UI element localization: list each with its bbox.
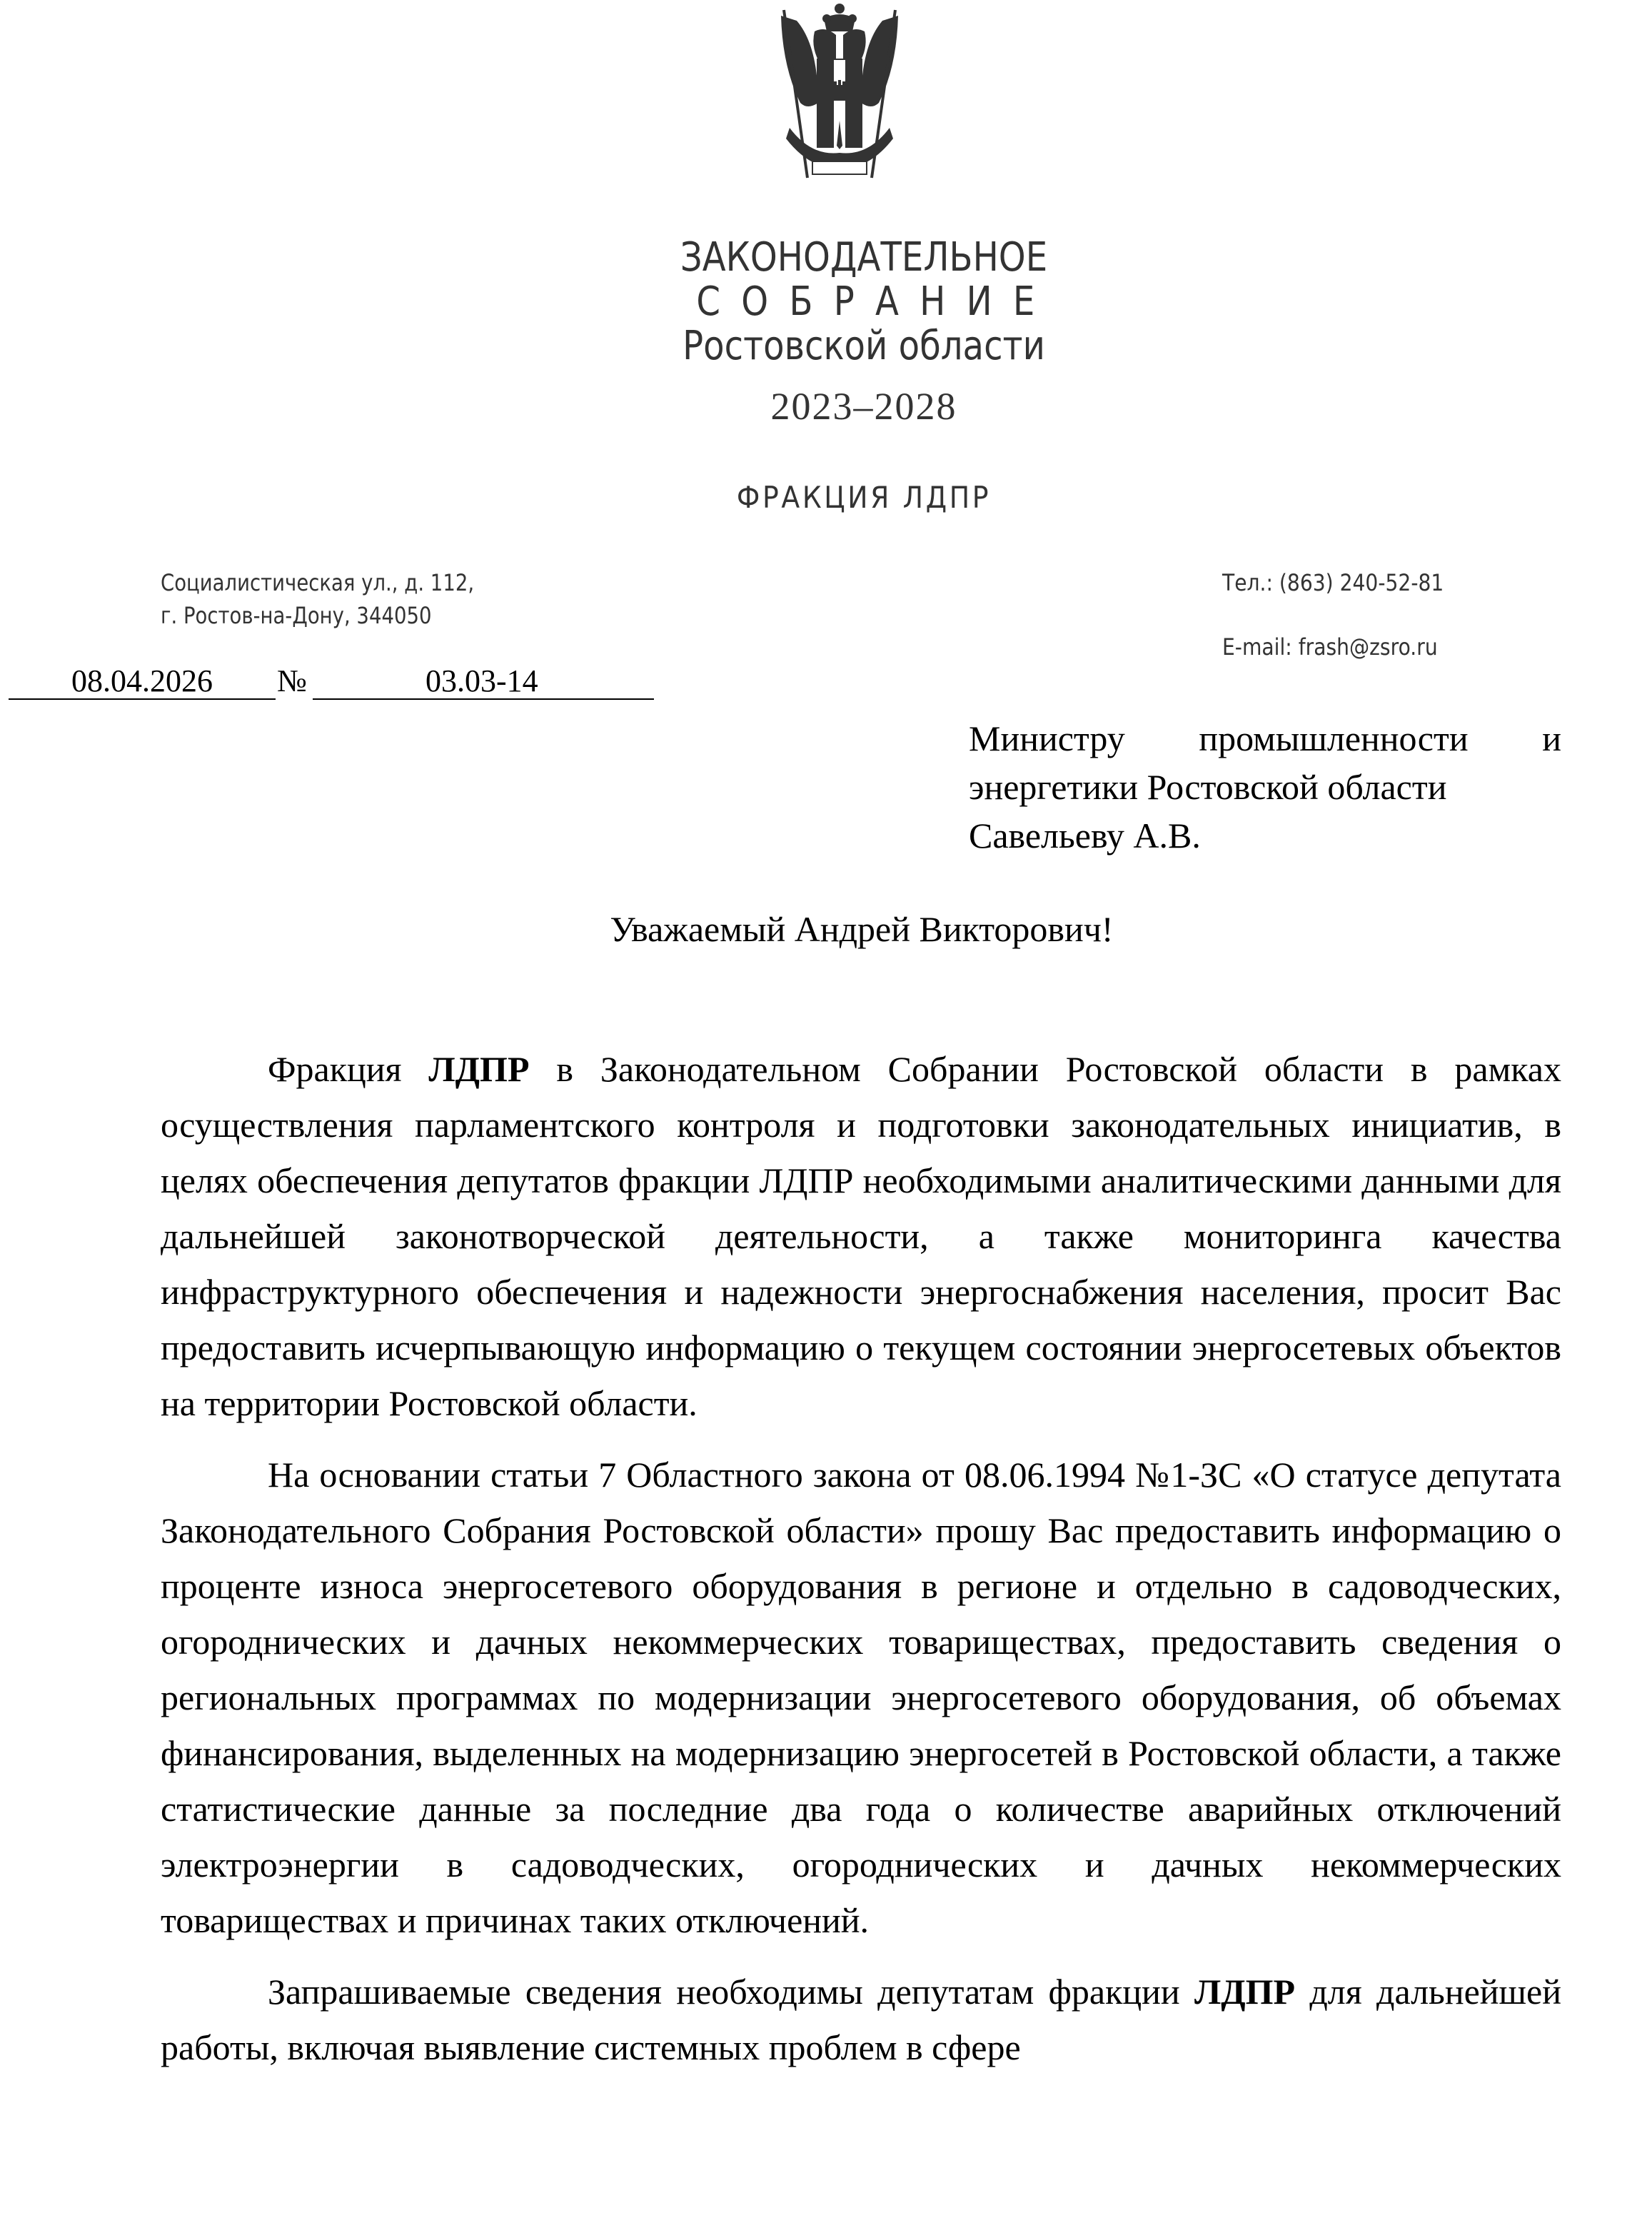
sender-contacts <box>1222 566 1444 663</box>
registration-number: 03.03-14 <box>313 663 654 700</box>
salutation: Уважаемый Андрей Викторович! <box>610 909 1114 949</box>
registration-date: 08.04.2026 <box>9 663 276 700</box>
institution-line-2: СОБРАНИЕ <box>696 278 1056 325</box>
letter-body <box>161 1041 1561 2091</box>
institution-line-3: Ростовской области <box>683 323 1045 369</box>
paragraph-1 <box>161 1041 1561 1431</box>
email-address[interactable]: E-mail: frash@zsro.ru <box>1222 633 1438 661</box>
p1-prefix: Фракция <box>268 1049 429 1089</box>
p3-rest: для дальнейшей работы, включая выявление системных проблем в сфере <box>161 1972 1561 2067</box>
paragraph-3 <box>161 1964 1561 2075</box>
addressee-line-1: Министру промышленности и <box>969 718 1561 758</box>
p3-prefix: Запрашиваемые сведения необходимы депутатам фракции <box>268 1972 1194 2012</box>
p3-bold-party: ЛДПР <box>1194 1972 1296 2012</box>
coat-of-arms-icon <box>768 3 911 181</box>
convocation-term: 2023–2028 <box>770 385 957 428</box>
phone-number: Тел.: (863) 240-52-81 <box>1222 569 1444 596</box>
addressee-line-2: энергетики Ростовской области <box>969 767 1447 807</box>
institution-line-1: ЗАКОНОДАТЕЛЬНОЕ <box>680 234 1048 281</box>
faction-name: ФРАКЦИЯ ЛДПР <box>736 480 992 515</box>
number-sign: № <box>277 663 307 698</box>
address-city: г. Ростов-на-Дону, 344050 <box>161 602 432 629</box>
p1-bold-party: ЛДПР <box>428 1049 530 1089</box>
sender-address <box>161 566 474 632</box>
paragraph-2: На основании статьи 7 Областного закона от 08.06.1994 №1-ЗС «О статусе депутата Законодательного Собрания Ростовской области» прошу Вас предоставить информацию о проценте износа энергосетевого оборудования в регионе и отдельно в садоводческих, огороднических и дачных некоммерческих товариществах, предоставить сведения о региональных программах по модернизации энергосетевого оборудования, об объемах финансирования, выделенных на модернизацию энергосетей в Ростовской области, а также статистические данные за последние два года о количестве аварийных отключений электроэнергии в садоводческих, огороднических и дачных некоммерческих товариществах и причинах таких отключений. <box>161 1455 1561 1940</box>
address-street: Социалистическая ул., д. 112, <box>161 569 475 596</box>
p1-rest: в Законодательном Собрании Ростовской области в рамках осуществления парламентского контроля и подготовки законодательных инициатив, в целях обеспечения депутатов фракции ЛДПР необходимыми аналитическими данными для дальнейшей законотворческой деятельности, а также мониторинга качества инфраструктурного обеспечения и надежности энергоснабжения населения, просит Вас предоставить исчерпывающую информацию о текущем состоянии энергосетевых объектов на территории Ростовской области. <box>161 1049 1561 1423</box>
addressee-block <box>969 714 1561 860</box>
addressee-line-3: Савельеву А.В. <box>969 816 1201 855</box>
institution-name <box>643 236 1085 368</box>
